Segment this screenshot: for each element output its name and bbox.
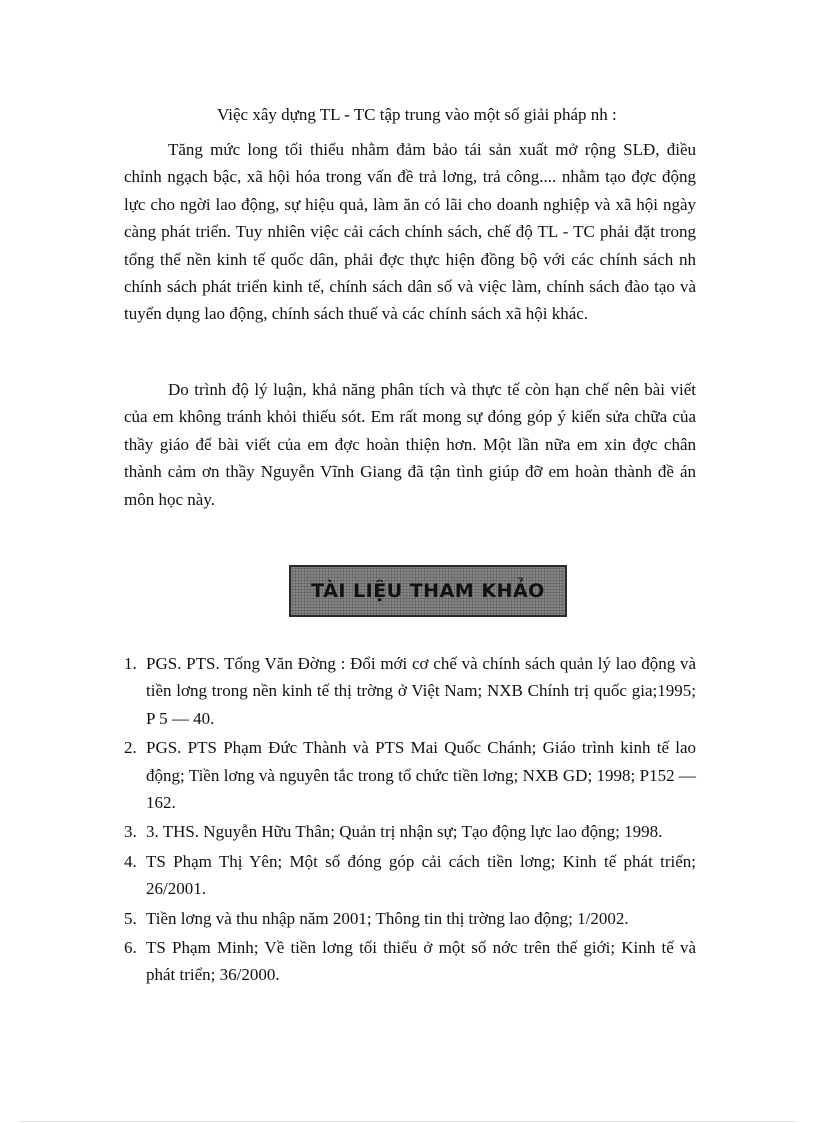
references-banner [289, 565, 567, 617]
reference-item [124, 905, 696, 932]
reference-number: 4. [124, 851, 137, 871]
reference-text: 3. THS. Nguyễn Hữu Thân; Quản trị nhận sự; Tạo động lực lao động; 1998. [146, 822, 663, 842]
reference-item [124, 848, 696, 903]
body-paragraph-1: Tăng mức long tối thiểu nhằm đảm bảo tái sản xuất mở rộng SLĐ, điều chỉnh ngạch bậc, xã hội hóa trong vấn đề trả lơng, trả công.... nhằm tạo đợc động lực cho ngời lao động, sự hiệu quả, làm ăn có lãi cho doanh nghiệp và xã hội ngày càng phát triển. Tuy nhiên việc cải cách chính sách, chế độ TL - TC phải đặt trong tổng thể nền kinh tế quốc dân, phải đợc thực hiện đồng bộ với các chính sách nh chính sách phát triển kinh tế, chính sách dân số và việc làm, chính sách đào tạo và tuyển dụng lao động, chính sách thuế và các chính sách xã hội khác. [124, 140, 696, 324]
reference-item [124, 734, 696, 816]
intro-line: Việc xây dựng TL - TC tập trung vào một số giải pháp nh : [217, 105, 617, 124]
reference-text: PGS. PTS. Tống Văn Đờng : Đổi mới cơ chế và chính sách quản lý lao động và tiền lơng trong nền kinh tế thị trờng ở Việt Nam; NXB Chính trị quốc gia;1995; P 5 — 40. [146, 654, 696, 728]
reference-number: 2. [124, 738, 137, 758]
references-heading: TÀI LIỆU THAM KHẢO [311, 580, 545, 602]
page-bottom-divider [20, 1121, 796, 1122]
body-paragraph-2: Do trình độ lý luận, khả năng phân tích và thực tế còn hạn chế nên bài viết của em không tránh khỏi thiếu sót. Em rất mong sự đóng góp ý kiến sửa chữa của thầy giáo để bài viết của em đợc hoàn thiện hơn. Một lần nữa em xin đợc chân thành cảm ơn thầy Nguyễn Vĩnh Giang đã tận tình giúp đỡ em hoàn thành đề án môn học này. [124, 380, 696, 509]
reference-item [124, 650, 696, 732]
reference-item [124, 818, 696, 845]
reference-number: 6. [124, 938, 137, 958]
reference-number: 5. [124, 908, 137, 928]
reference-number: 3. [124, 822, 137, 842]
references-list [124, 650, 696, 991]
reference-text: PGS. PTS Phạm Đức Thành và PTS Mai Quốc Chánh; Giáo trình kinh tế lao động; Tiền lơng và nguyên tắc trong tổ chức tiền lơng; NXB GD; 1998; P152 — 162. [146, 738, 696, 813]
reference-text: Tiền lơng và thu nhập năm 2001; Thông tin thị trờng lao động; 1/2002. [146, 908, 629, 928]
reference-number: 1. [124, 654, 137, 673]
reference-text: TS Phạm Thị Yên; Một số đóng góp cải cách tiền lơng; Kinh tế phát triển; 26/2001. [146, 851, 696, 899]
reference-item [124, 934, 696, 989]
reference-text: TS Phạm Minh; Về tiền lơng tối thiểu ở một số nớc trên thế giới; Kinh tế và phát triển; 36/2000. [146, 938, 696, 985]
